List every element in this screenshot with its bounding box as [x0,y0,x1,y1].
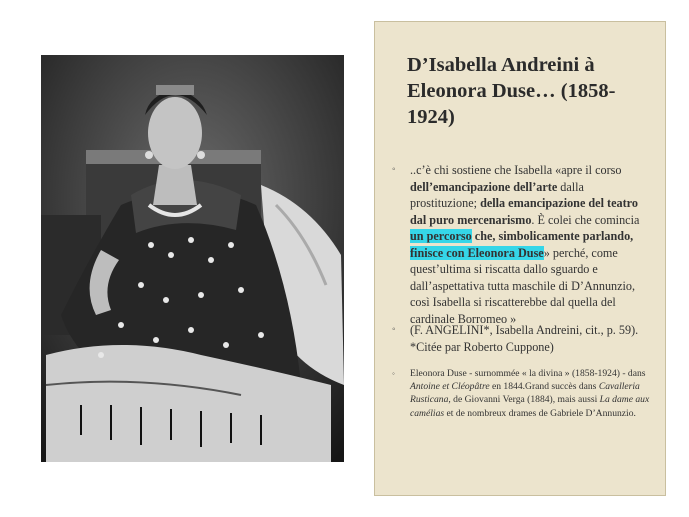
bullet-marker: ◦ [392,369,395,378]
quote-part-9: » perché, come quest’ultima si riscatta dallo sguardo e dall’aspettativa tutta maschile di D’Annunzio, così Isabella si riscatterebbe dal quella del cardinale Borromeo » [410,245,636,326]
bullet-marker: ◦ [392,324,396,335]
slide-title: D’Isabella Andreini à Eleonora Duse… (1858-1924) [407,54,616,128]
note-part-3: en 1844.Grand succès dans [489,381,599,393]
duse-photograph [41,55,344,462]
text-panel [374,21,666,496]
note-part-1: Eleonora Duse - surnommée « la divina » (1858-1924) - dans [410,368,646,379]
quote-part-3: dalla prostituzione; [410,179,584,210]
quote-bold-2: della emancipazione del teatro dal puro mercenarismo [410,196,638,227]
citation-bullet [392,322,654,355]
quote-part-5: . È colei che comincia [531,212,640,227]
note-italic-2: Cavalleria Rusticana, [410,381,640,406]
quote-highlight-2: finisce con Eleonora Duse [410,245,544,260]
bullet-marker: ◦ [392,164,396,175]
quote-highlight-1: un percorso [410,229,472,243]
note-italic-1: Antoine et Cléopâtre [410,381,490,393]
note-part-7: et de nombreux drames de Gabriele D’Annunzio. [444,407,636,419]
note-italic-3: La dame aux camélias [410,394,650,419]
quote-bold-1: dell’emancipazione dell’arte [410,179,558,194]
citation-text: (F. ANGELINI*, Isabella Andreini, cit., p. 59). *Citée par Roberto Cuppone) [410,323,639,354]
duse-note-text [392,367,654,420]
quote-text [392,162,654,327]
duse-note-bullet [392,367,654,420]
quote-bold-3: che, simbolicamente parlando, [471,229,634,243]
note-part-5: de Giovanni Verga (1884), mais aussi [450,394,600,406]
quote-bullet [392,162,654,327]
quote-part-1: ..c’è chi sostiene che Isabella «apre il corso [410,163,622,177]
